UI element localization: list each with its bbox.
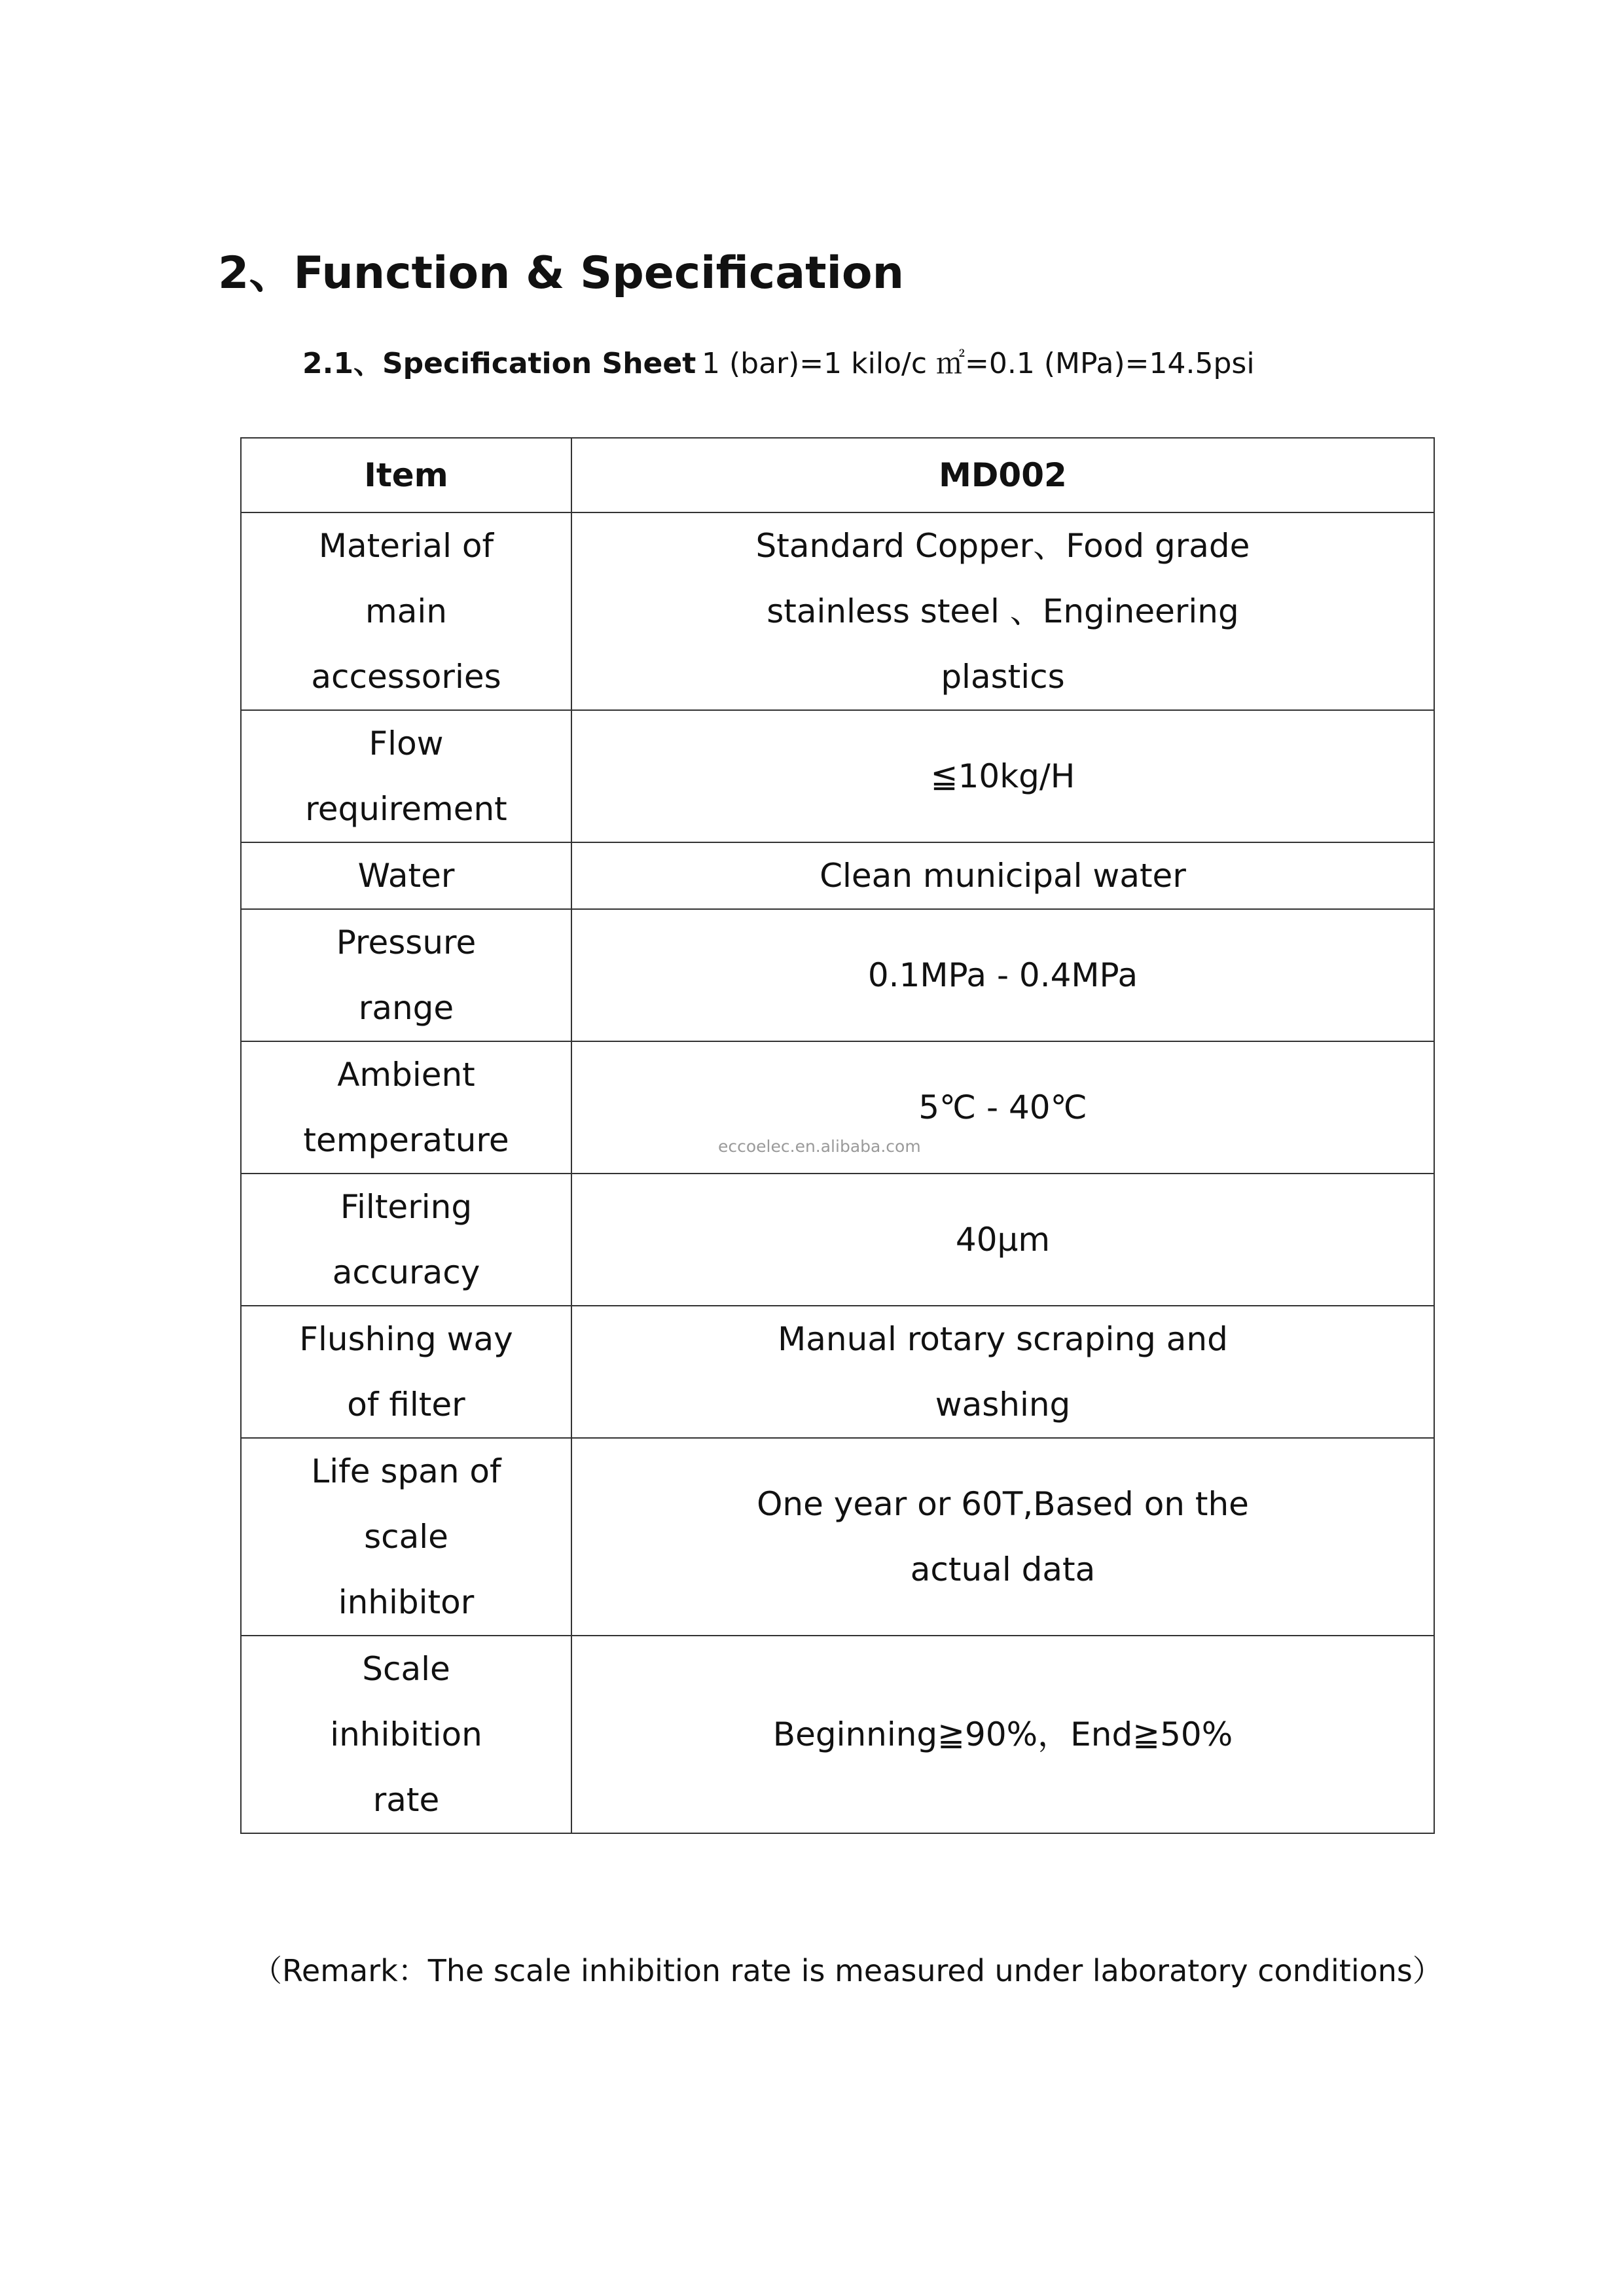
remark-note: （Remark：The scale inhibition rate is measured under laboratory conditions） [252,1953,1443,1988]
value-cell [571,1438,1434,1636]
item-cell-line: Scale [362,1650,450,1688]
value-cell-line: 40μm [955,1221,1051,1259]
value-cell-line: plastics [941,658,1065,696]
item-cell-line: inhibitor [338,1583,475,1621]
value-cell [571,512,1434,710]
item-cell-line: Ambient [337,1056,475,1094]
item-cell [241,909,571,1041]
item-cell-line: Water [357,857,455,895]
item-cell-line: Flow [369,725,444,762]
table-row [241,1174,1434,1306]
value-cell [571,1636,1434,1833]
item-cell [241,1041,571,1174]
item-cell-line: of filter [347,1386,465,1424]
value-cell [571,842,1434,909]
item-cell-line: main [365,592,447,630]
table-row [241,1306,1434,1438]
subsection-heading [302,347,1255,380]
item-cell-line: accuracy [332,1253,480,1291]
value-cell [571,909,1434,1041]
item-cell [241,1636,571,1833]
value-cell [571,1041,1434,1174]
item-cell [241,710,571,842]
item-cell-line: requirement [305,790,507,828]
item-cell [241,842,571,909]
table-row [241,710,1434,842]
table-row [241,512,1434,710]
subsection-title: 2.1、Specification Sheet [302,347,696,380]
table-row [241,842,1434,909]
item-cell-line: range [358,989,454,1027]
table-row [241,1636,1434,1833]
value-cell [571,1306,1434,1438]
value-cell-line: Clean municipal water [820,857,1186,895]
item-cell-line: Flushing way [299,1320,513,1358]
value-cell-line: Beginning≧90%，End≧50% [772,1715,1233,1753]
item-cell-line: rate [372,1781,440,1819]
item-cell-line: accessories [311,658,501,696]
value-cell-line: One year or 60T,Based on the [757,1485,1249,1523]
item-cell-line: Life span of [311,1452,501,1490]
value-cell-line: actual data [910,1551,1096,1588]
value-cell [571,710,1434,842]
value-cell-line: stainless steel 、Engineering [767,592,1239,630]
value-cell-line: 0.1MPa - 0.4MPa [867,956,1138,994]
value-cell-line: Manual rotary scraping and [778,1320,1228,1358]
item-cell-line: scale [364,1518,448,1556]
value-cell [571,1174,1434,1306]
item-cell-line: inhibition [330,1715,482,1753]
table-row [241,909,1434,1041]
item-cell-line: Material of [318,527,494,565]
unit-conversion-note: 1 (bar)=1 kilo/c ㎡=0.1 (MPa)=14.5psi [702,347,1255,380]
table-body [241,512,1434,1833]
item-cell [241,1306,571,1438]
value-cell-line: washing [935,1386,1071,1424]
value-cell-line: Standard Copper、Food grade [755,527,1250,565]
item-cell [241,1438,571,1636]
item-cell-line: Pressure [336,924,477,961]
specification-table [240,437,1435,1834]
item-cell-line: Filtering [340,1188,473,1226]
table-header-row [241,438,1434,512]
value-cell-line: ≦10kg/H [930,757,1075,795]
item-cell [241,512,571,710]
section-heading: 2、Function & Specification [218,247,905,299]
header-model: MD002 [571,438,1434,512]
item-cell-line: temperature [303,1121,509,1159]
watermark: eccoelec.en.alibaba.com [718,1137,921,1156]
table-row [241,1438,1434,1636]
item-cell [241,1174,571,1306]
header-item: Item [241,438,571,512]
value-cell-line: 5℃ - 40℃ [918,1088,1087,1126]
